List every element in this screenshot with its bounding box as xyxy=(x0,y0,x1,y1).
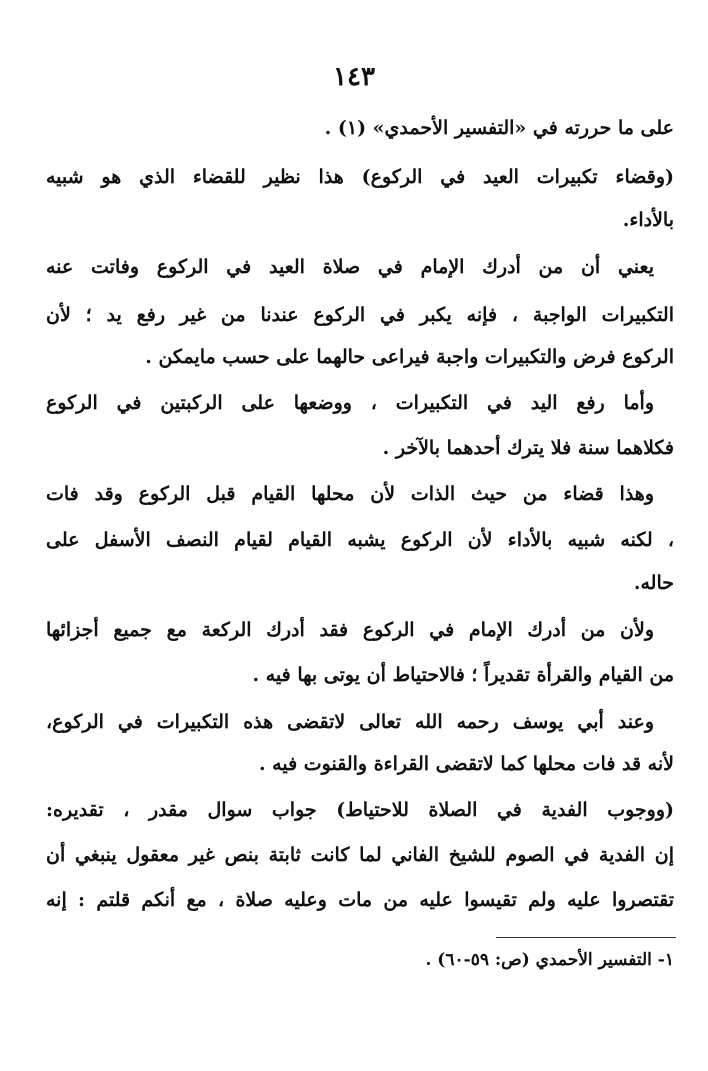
text-line: ولأن من أدرك الإمام في الركوع فقد أدرك الركعة مع جميع أجزائها xyxy=(46,619,654,641)
text-line: إن الفدية في الصوم للشيخ الفاني لما كانت ثابتة بنص غير معقول ينبغي أن xyxy=(46,844,674,866)
text-line: تقتصروا عليه ولم تقيسوا عليه من مات وعليه صلاة ، مع أنكم قلتم : إنه xyxy=(46,889,674,911)
footnote: ١- التفسير الأحمدي (ص: ٥٩-٦٠) . xyxy=(425,950,674,970)
text-line: وعند أبي يوسف رحمه الله تعالى لاتقضى هذه التكبيرات في الركوع، xyxy=(46,711,654,733)
text-line: فكلاهما سنة فلا يترك أحدهما بالآخر . xyxy=(382,437,674,459)
text-line: الركوع فرض والتكبيرات واجبة فيراعى حالهما على حسب مايمكن . xyxy=(145,346,674,368)
text-line: التكبيرات الواجبة ، فإنه يكبر في الركوع عندنا من غير رفع يد ؛ لأن xyxy=(46,304,674,326)
text-line: ، لكنه شبيه بالأداء لأن الركوع يشبه القيام لقيام النصف الأسفل على xyxy=(46,529,674,551)
text-line: لأنه قد فات محلها كما لاتقضى القراءة والقنوت فيه . xyxy=(258,753,674,775)
text-line: وأما رفع اليد في التكبيرات ، ووضعها على الركبتين في الركوع xyxy=(46,392,654,414)
text-line: (وقضاء تكبيرات العيد في الركوع) هذا نظير للقضاء الذي هو شبيه xyxy=(46,166,674,188)
page-number: ١٤٣ xyxy=(333,62,375,92)
footnote-divider xyxy=(496,937,676,938)
text-line: وهذا قضاء من حيث الذات لأن محلها القيام قبل الركوع وقد فات xyxy=(46,483,654,505)
text-line: حاله. xyxy=(633,572,674,594)
text-line: (ووجوب الفدية في الصلاة للاحتياط) جواب سوال مقدر ، تقديره: xyxy=(46,799,674,821)
text-line: على ما حررته في «التفسير الأحمدي» (١) . xyxy=(324,117,674,139)
text-line: من القيام والقرأة تقديراً ؛ فالاحتياط أن يوتى بها فيه . xyxy=(252,664,674,686)
text-line: يعني أن من أدرك الإمام في صلاة العيد في الركوع وفاتت عنه xyxy=(46,256,654,278)
text-line: بالأداء. xyxy=(622,209,674,231)
